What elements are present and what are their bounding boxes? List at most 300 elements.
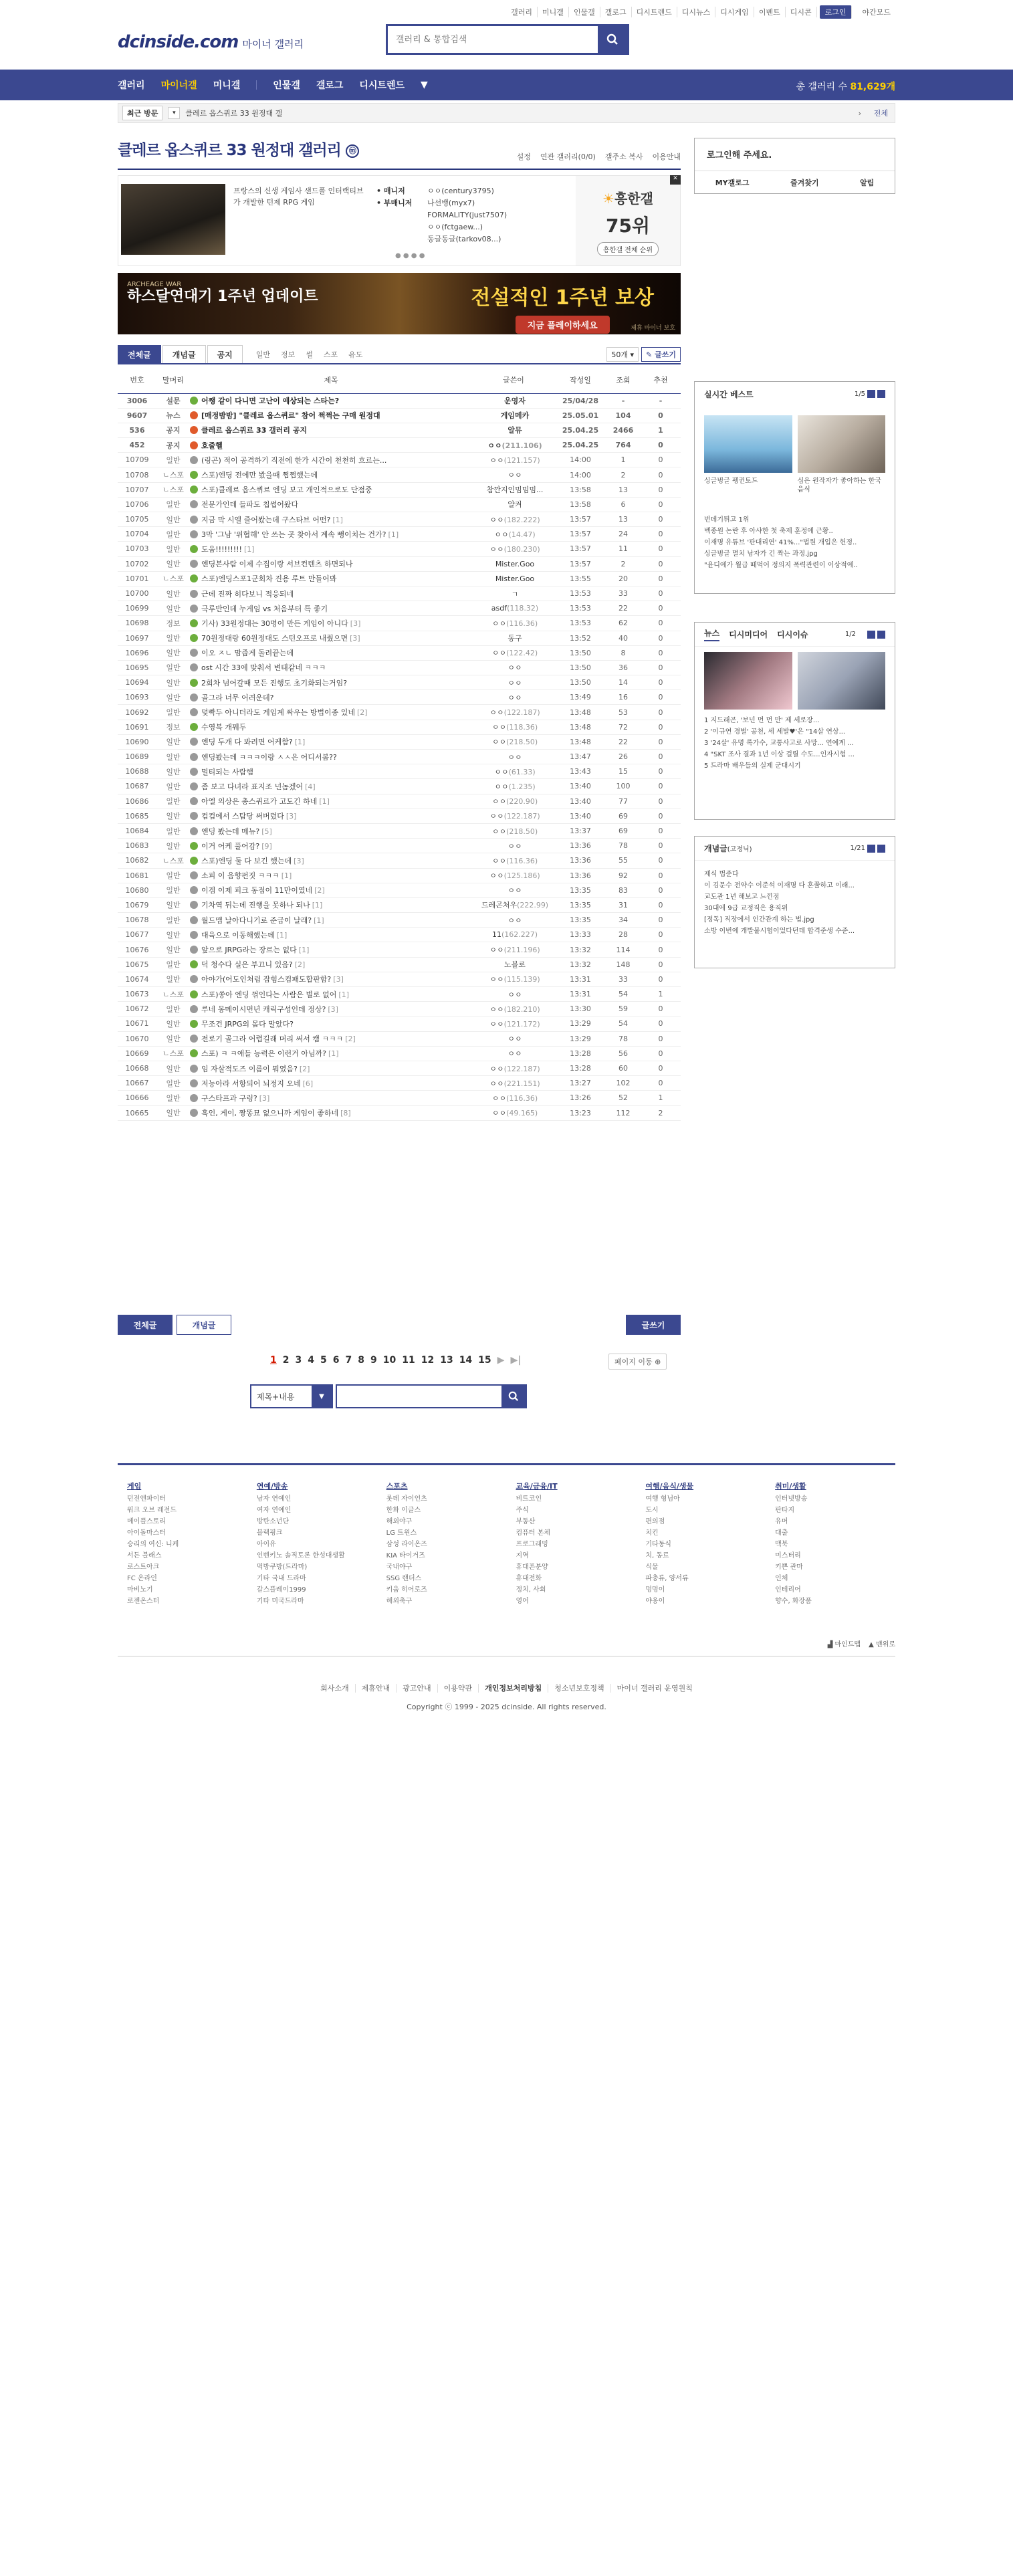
table-row[interactable] — [118, 809, 681, 823]
comment-count[interactable]: [8] — [340, 1109, 351, 1118]
post-title-cell[interactable] — [190, 408, 472, 423]
footer-column-title[interactable]: 교육/금융/IT — [516, 1482, 558, 1491]
footer-link[interactable]: 갈스플레이1999 — [256, 1586, 306, 1594]
table-row[interactable] — [118, 1091, 681, 1105]
write-button[interactable]: 글쓰기 — [626, 1315, 681, 1335]
last-page-icon[interactable]: ▶| — [510, 1355, 522, 1366]
footer-link[interactable]: 도시 — [645, 1507, 659, 1514]
post-writer[interactable] — [472, 705, 555, 720]
writer-name[interactable]: 게임메카 — [500, 411, 530, 421]
page-number[interactable]: 12 — [421, 1355, 435, 1366]
footer-link[interactable]: 키쁜 관마 — [775, 1564, 803, 1571]
table-row[interactable] — [118, 453, 681, 467]
footer-link[interactable]: 인터넷방송 — [775, 1495, 808, 1503]
footer-policy-link[interactable]: 광고안내 — [397, 1684, 438, 1693]
page-number[interactable]: 14 — [459, 1355, 473, 1366]
page-number[interactable]: 2 — [282, 1355, 290, 1366]
post-title[interactable]: 3막 '그남 '위협해' 안 쓰는 곳 찾아서 계속 뺑이치는 건가? — [201, 530, 386, 539]
footer-link[interactable]: 식물 — [645, 1564, 659, 1571]
post-title-cell[interactable] — [190, 1002, 472, 1016]
post-writer[interactable] — [472, 527, 555, 542]
table-row[interactable] — [118, 467, 681, 482]
post-title-cell[interactable] — [190, 497, 472, 512]
table-row[interactable] — [118, 1046, 681, 1061]
footer-link[interactable]: 멍멍이 — [645, 1586, 665, 1594]
footer-link[interactable]: 국내야구 — [386, 1564, 413, 1571]
writer-name[interactable]: ㅇㅇ — [489, 946, 504, 955]
footer-link[interactable]: 로스트아크 — [127, 1564, 160, 1571]
post-title-cell[interactable] — [190, 972, 472, 986]
realtime-item[interactable]: "윤디에가 월급 떼먹어 정의지 폭력관련이 이상적에.. — [704, 562, 858, 569]
post-title[interactable]: 앞으로 JRPG라는 장르는 없다 — [201, 946, 297, 955]
submanager-name[interactable]: 나선뱅(myx7) — [427, 199, 475, 207]
concept-item[interactable]: 소방 이번에 개발불시험이었다던데 합격준생 수준... — [704, 928, 855, 935]
mindmap-link[interactable]: ▟ 마인드맵 — [827, 1641, 861, 1648]
post-writer[interactable] — [472, 853, 555, 868]
post-writer[interactable] — [472, 660, 555, 675]
post-title-cell[interactable] — [190, 839, 472, 853]
comment-count[interactable]: [2] — [357, 708, 368, 718]
recent-visit-all[interactable]: 전체 — [873, 109, 888, 118]
post-writer[interactable] — [472, 1091, 555, 1105]
table-row[interactable] — [118, 631, 681, 645]
post-writer[interactable] — [472, 1076, 555, 1091]
post-title[interactable]: 엔딩봤는데 ㅋㅋㅋ이랑 ㅅㅅ은 어디서봄?? — [201, 752, 337, 762]
table-row[interactable] — [118, 645, 681, 660]
top-link[interactable]: 갤로그 — [600, 7, 632, 17]
concept-item[interactable]: 교도관 1년 해보고 느낀점 — [704, 893, 780, 901]
page-jump-button[interactable]: 페이지 이동 ⊕ — [608, 1354, 667, 1370]
footer-link[interactable]: 지역 — [516, 1552, 529, 1560]
post-title[interactable]: (링곤) 적이 공격하기 직전에 한가 시간이 천천히 흐르는... — [201, 455, 387, 465]
table-row[interactable] — [118, 853, 681, 868]
footer-link[interactable]: FC 온라인 — [127, 1575, 157, 1582]
post-title-cell[interactable] — [190, 734, 472, 749]
page-number[interactable]: 11 — [402, 1355, 415, 1366]
post-title[interactable]: 어쨍 같이 다니면 고난이 예상되는 스타는? — [201, 397, 340, 406]
page-number[interactable]: 1 — [270, 1355, 277, 1366]
nav-item[interactable]: 갤러리 — [118, 80, 145, 91]
post-title-cell[interactable] — [190, 512, 472, 527]
post-title-cell[interactable] — [190, 823, 472, 838]
post-writer[interactable] — [472, 750, 555, 764]
post-writer[interactable] — [472, 913, 555, 928]
post-writer[interactable] — [472, 839, 555, 853]
post-title[interactable]: 스포) ㅋ ㅋ애들 능력은 이런거 아님까? — [201, 1049, 327, 1059]
post-writer[interactable] — [472, 453, 555, 467]
footer-link[interactable]: 먹방쿠방(드라마) — [256, 1564, 308, 1571]
table-row[interactable] — [118, 1016, 681, 1031]
writer-name[interactable]: ㅇㅇ — [489, 1079, 504, 1088]
writer-name[interactable]: ㅇㅇ — [508, 471, 522, 480]
writer-name[interactable]: 참깐지인밈밈밈... — [486, 486, 544, 495]
post-title[interactable]: 클레르 옵스퀴르 33 갤러리 공지 — [201, 426, 308, 435]
table-row[interactable] — [118, 393, 681, 408]
writer-name[interactable]: ㅇㅇ — [491, 619, 507, 628]
post-title[interactable]: 월드맵 날아다니기로 준급이 날래? — [201, 916, 312, 925]
comment-count[interactable]: [3] — [328, 1004, 338, 1014]
post-title-cell[interactable] — [190, 764, 472, 779]
post-title[interactable]: 대육으로 이동해했는데 — [201, 930, 275, 940]
post-writer[interactable] — [472, 720, 555, 734]
news-pager[interactable] — [845, 631, 885, 639]
bottom-concept-button[interactable]: 개념글 — [177, 1315, 231, 1335]
comment-count[interactable]: [5] — [261, 827, 272, 836]
table-row[interactable] — [118, 942, 681, 957]
post-title-cell[interactable] — [190, 616, 472, 631]
writer-name[interactable]: 운영자 — [504, 397, 526, 406]
writer-name[interactable]: ㅇㅇ — [489, 544, 504, 554]
table-row[interactable] — [118, 408, 681, 423]
post-title[interactable]: 구스타프과 구렁? — [201, 1093, 257, 1103]
table-row[interactable] — [118, 720, 681, 734]
page-number[interactable]: 9 — [370, 1355, 377, 1366]
footer-link[interactable]: 치, 동료 — [645, 1552, 669, 1560]
footer-link[interactable]: KIA 타이거즈 — [386, 1552, 425, 1560]
post-writer[interactable] — [472, 1046, 555, 1061]
post-writer[interactable] — [472, 987, 555, 1002]
post-title[interactable]: 엔딩 봤는데 메뉴? — [201, 827, 260, 836]
post-title-cell[interactable] — [190, 913, 472, 928]
table-row[interactable] — [118, 839, 681, 853]
post-title-cell[interactable] — [190, 853, 472, 868]
post-title-cell[interactable] — [190, 794, 472, 809]
top-link[interactable]: 이벤트 — [754, 7, 786, 17]
post-writer[interactable] — [472, 601, 555, 616]
post-writer[interactable] — [472, 928, 555, 942]
writer-name[interactable]: ㅇㅇ — [491, 723, 507, 732]
post-writer[interactable] — [472, 542, 555, 556]
news-item[interactable]: 1 지드래곤, '보넌 먼 먼 만' 제 세로장... — [704, 717, 820, 724]
footer-link[interactable]: 파충류, 양서류 — [645, 1575, 689, 1582]
writer-name[interactable]: ㅇㅇ — [489, 455, 504, 465]
footer-link[interactable]: 롯데 자이언츠 — [386, 1495, 427, 1503]
concept-pager[interactable]: 1/21 — [851, 845, 885, 853]
gallery-title[interactable]: 클레르 옵스퀴르 33 원정대 갤러리 ⓜ — [118, 138, 359, 160]
writer-name[interactable]: 알켜 — [508, 500, 522, 510]
footer-link[interactable]: 방탄소년단 — [256, 1518, 290, 1525]
post-title[interactable]: ost 시간 33에 맞춰서 변태같네 ㅋㅋㅋ — [201, 663, 326, 673]
news-item[interactable]: 2 '이규연 경벌' 공천, 세 세발♥'은 "14살 연상... — [704, 728, 846, 736]
footer-policy-link[interactable]: 회사소개 — [314, 1684, 356, 1693]
footer-column-title[interactable]: 취미/생활 — [775, 1482, 806, 1491]
comment-count[interactable]: [1] — [298, 946, 310, 955]
writer-name[interactable]: ㅇㅇ — [508, 886, 522, 895]
post-writer[interactable] — [472, 423, 555, 437]
top-link[interactable]: 디시게임 — [715, 7, 754, 17]
post-title-cell[interactable] — [190, 1046, 472, 1061]
post-title[interactable]: 이오 ㅈㄴ 맘줍게 돌려끝는데 — [201, 649, 294, 658]
footer-link[interactable]: 프로그래밍 — [516, 1541, 548, 1548]
banner-cta-button[interactable]: 지금 플레이하세요 — [516, 316, 610, 334]
post-writer[interactable] — [472, 809, 555, 823]
post-title-cell[interactable] — [190, 453, 472, 467]
post-writer[interactable] — [472, 497, 555, 512]
table-row[interactable] — [118, 928, 681, 942]
post-title-cell[interactable] — [190, 542, 472, 556]
footer-policy-link[interactable]: 이용약관 — [438, 1684, 479, 1693]
post-title[interactable]: 수영복 개꿰두 — [201, 723, 247, 732]
post-writer[interactable] — [472, 972, 555, 986]
post-title-cell[interactable] — [190, 1105, 472, 1120]
comment-count[interactable]: [2] — [294, 960, 306, 970]
footer-link[interactable]: 키움 히어로즈 — [386, 1586, 427, 1594]
post-writer[interactable] — [472, 883, 555, 897]
post-writer[interactable] — [472, 690, 555, 705]
table-row[interactable] — [118, 660, 681, 675]
table-row[interactable] — [118, 972, 681, 986]
post-title[interactable]: 엔딩본사람 이제 수집이랑 서브컨텐츠 하면되나 — [201, 560, 353, 569]
comment-count[interactable]: [6] — [302, 1079, 314, 1088]
writer-name[interactable]: ㅇㅇ — [489, 515, 504, 524]
concept-item[interactable]: 30대에 9급 교정직은 용직위 — [704, 905, 788, 912]
subject-tab[interactable]: 유도 — [348, 350, 363, 359]
page-number[interactable]: 4 — [308, 1355, 314, 1366]
writer-name[interactable]: ㅇㅇ — [491, 797, 507, 807]
footer-policy-link[interactable]: 개인정보처리방침 — [479, 1684, 548, 1693]
comment-count[interactable]: [3] — [333, 975, 344, 984]
gallery-option[interactable]: 갤주소 복사 — [604, 152, 643, 161]
post-title-cell[interactable] — [190, 1061, 472, 1075]
post-writer[interactable] — [472, 779, 555, 794]
post-writer[interactable] — [472, 631, 555, 645]
post-title[interactable]: 70원정대랑 60원정대도 스턴오프로 내줬으면 — [201, 634, 348, 643]
list-count-select[interactable]: 50개 ▾ — [606, 347, 639, 362]
table-row[interactable] — [118, 868, 681, 883]
writer-name[interactable]: ㅇㅇ — [491, 856, 507, 865]
page-number[interactable]: 8 — [358, 1355, 364, 1366]
footer-link[interactable]: 아이유 — [256, 1541, 276, 1548]
footer-link[interactable]: 미스터리 — [775, 1552, 801, 1560]
search-icon[interactable] — [501, 1386, 526, 1407]
table-row[interactable] — [118, 794, 681, 809]
concept-item[interactable]: [정독] 직장에서 인간관계 하는 법.jpg — [704, 916, 814, 924]
writer-name[interactable]: ㅇㅇ — [489, 812, 504, 821]
realtime-thumb[interactable]: 심은 원작자가 좋아하는 한국음식 — [798, 415, 886, 494]
post-title-cell[interactable] — [190, 601, 472, 616]
comment-count[interactable]: [1] — [276, 930, 288, 940]
table-row[interactable] — [118, 423, 681, 437]
rank-link-button[interactable]: 흥한갤 전체 순위 — [597, 242, 659, 256]
post-title-cell[interactable] — [190, 527, 472, 542]
gallery-option[interactable]: 설정 — [516, 152, 531, 161]
post-title[interactable]: 2회차 넘어갈때 모든 진행도 초기화되는거임? — [201, 678, 348, 687]
table-row[interactable] — [118, 1076, 681, 1091]
post-title[interactable]: 스포)엔딩스포1군회차 진용 루트 만들어봐 — [201, 574, 337, 584]
footer-column-title[interactable]: 연예/방송 — [256, 1482, 288, 1491]
footer-link[interactable]: 휴대폰분양 — [516, 1564, 548, 1571]
footer-policy-link[interactable]: 청소년보호정책 — [548, 1684, 610, 1693]
comment-count[interactable]: [1] — [332, 515, 343, 524]
writer-name[interactable]: 알뮤 — [508, 426, 522, 435]
post-title-cell[interactable] — [190, 928, 472, 942]
writer-name[interactable]: ㅇㅇ — [508, 693, 522, 702]
footer-link[interactable]: 서든 블래스 — [127, 1552, 162, 1560]
table-row[interactable] — [118, 1105, 681, 1120]
post-writer[interactable] — [472, 675, 555, 690]
top-link[interactable]: ▲ 맨위로 — [869, 1641, 895, 1648]
comment-count[interactable]: [2] — [345, 1035, 356, 1044]
footer-link[interactable]: 로젠온스터 — [127, 1598, 160, 1605]
comment-count[interactable]: [3] — [259, 1093, 270, 1103]
table-row[interactable] — [118, 705, 681, 720]
comment-count[interactable]: [3] — [350, 619, 361, 628]
search-icon[interactable] — [598, 26, 627, 53]
next-page-icon[interactable]: ▶ — [497, 1355, 505, 1366]
search-mode-select[interactable]: 제목+내용 ▼ — [250, 1384, 333, 1408]
writer-name[interactable]: 드레곤처우 — [481, 901, 518, 910]
table-row[interactable] — [118, 675, 681, 690]
post-title[interactable]: 기사) 33원정대는 30명이 만든 게임이 아니다 — [201, 619, 348, 628]
post-title[interactable]: 스포)엔딩 전에만 봤을때 쩝쩝했는데 — [201, 471, 318, 480]
footer-link[interactable]: 해외야구 — [386, 1518, 413, 1525]
comment-count[interactable]: [1] — [314, 916, 324, 925]
comment-count[interactable]: [2] — [299, 1064, 310, 1073]
post-title[interactable]: 스포)엔딩 둘 다 보긴 했는데 — [201, 856, 292, 865]
login-box-button[interactable]: 즐겨찾기 — [790, 178, 819, 187]
post-title-cell[interactable] — [190, 467, 472, 482]
concept-item[interactable]: 이 김문수 전약수 이준석 이재명 다 혼쭐하고 이래... — [704, 882, 855, 889]
footer-link[interactable]: 비트코인 — [516, 1495, 542, 1503]
post-writer[interactable] — [472, 942, 555, 957]
footer-column-title[interactable]: 게임 — [127, 1482, 142, 1491]
post-title[interactable]: 골그라 너무 어려운데? — [201, 693, 274, 702]
comment-count[interactable]: [3] — [294, 856, 304, 865]
footer-link[interactable]: 주식 — [516, 1507, 529, 1514]
table-row[interactable] — [118, 1031, 681, 1046]
comment-count[interactable]: [2] — [314, 886, 325, 895]
comment-count[interactable]: [1] — [328, 1049, 339, 1059]
news-tab[interactable]: 디시이슈 — [777, 630, 808, 639]
top-link[interactable]: 디시뉴스 — [677, 7, 716, 17]
footer-link[interactable]: 기타동식 — [645, 1541, 671, 1548]
post-title[interactable]: [매정밤밤] "클레르 옵스퀴르" 참어 쩍쩍는 구매 원정대 — [201, 411, 380, 421]
post-title[interactable]: 스포)쏭아 엔딩 꺾인다는 사람은 별로 없어 — [201, 990, 337, 999]
writer-name[interactable]: ㅇㅇ — [489, 871, 504, 881]
footer-link[interactable]: 해외축구 — [386, 1598, 413, 1605]
post-title[interactable]: 저능아라 서항되어 뇌정지 오네 — [201, 1079, 301, 1088]
post-writer[interactable] — [472, 764, 555, 779]
footer-link[interactable]: 부동산 — [516, 1518, 536, 1525]
comment-count[interactable]: [1] — [338, 990, 350, 999]
post-title[interactable]: 흑인, 게이, 짱똥묘 없으니까 게임이 좋하네 — [201, 1109, 339, 1118]
table-row[interactable] — [118, 571, 681, 586]
post-title-cell[interactable] — [190, 705, 472, 720]
writer-name[interactable]: ㅇㅇ — [508, 678, 522, 687]
page-number[interactable]: 15 — [478, 1355, 491, 1366]
submanager-name[interactable]: 동글동글(tarkov08...) — [427, 235, 501, 243]
post-title-cell[interactable] — [190, 1091, 472, 1105]
table-row[interactable] — [118, 1061, 681, 1075]
post-title[interactable]: 임 자살적도즈 이름이 뭐였음? — [201, 1064, 298, 1073]
post-title[interactable]: 근데 진짜 히다보니 적응되네 — [201, 589, 294, 599]
footer-link[interactable]: 인벤키노 솔직토론 한성대생활 — [256, 1552, 345, 1560]
comment-count[interactable]: [3] — [286, 812, 297, 821]
subject-tab[interactable]: 썰 — [306, 350, 313, 359]
nav-item[interactable]: 미니갤 — [213, 80, 241, 91]
post-writer[interactable] — [472, 571, 555, 586]
submanager-name[interactable]: ㅇㅇ(fctgaew...) — [427, 223, 483, 231]
post-title[interactable]: 스포)클레르 옵스퀴르 엔딩 보고 개인적으로도 단점중 — [201, 486, 372, 495]
concept-item[interactable]: 제식 법준다 — [704, 871, 739, 878]
post-title-cell[interactable] — [190, 1016, 472, 1031]
page-number[interactable]: 5 — [320, 1355, 327, 1366]
realtime-item[interactable]: 싱글벙글 멸치 남자가 긴 짝는 과정.jpg — [704, 550, 818, 558]
footer-link[interactable]: 메이플스토리 — [127, 1518, 166, 1525]
post-title[interactable]: 컴컴에서 스탐당 써버렸다 — [201, 812, 284, 821]
writer-name[interactable]: ㅇㅇ — [494, 782, 509, 791]
top-search-input[interactable] — [388, 26, 598, 53]
post-title-cell[interactable] — [190, 809, 472, 823]
footer-link[interactable]: 던전앤파이터 — [127, 1495, 166, 1503]
bottom-all-button[interactable]: 전체글 — [118, 1315, 173, 1335]
footer-link[interactable]: 마비노기 — [127, 1586, 153, 1594]
post-writer[interactable] — [472, 586, 555, 601]
post-title[interactable]: 기차역 뒤는데 진행을 못하나 되나 — [201, 901, 310, 910]
page-number[interactable]: 7 — [345, 1355, 352, 1366]
post-title-cell[interactable] — [190, 897, 472, 912]
writer-name[interactable]: ㄱ — [511, 589, 519, 599]
table-row[interactable] — [118, 883, 681, 897]
writer-name[interactable]: ㅇㅇ — [508, 663, 522, 673]
pager-dots[interactable]: ● ● ● ● — [395, 252, 425, 259]
comment-count[interactable]: [1] — [281, 871, 292, 881]
writer-name[interactable]: ㅇㅇ — [491, 1109, 507, 1118]
post-writer[interactable] — [472, 897, 555, 912]
table-row[interactable] — [118, 527, 681, 542]
comment-count[interactable]: [1] — [294, 738, 306, 747]
post-title-cell[interactable] — [190, 586, 472, 601]
post-title[interactable]: 좀 보고 다녀라 표지조 넌놈겠어 — [201, 782, 304, 791]
table-row[interactable] — [118, 779, 681, 794]
writer-name[interactable]: ㅇㅇ — [508, 990, 522, 999]
post-title-cell[interactable] — [190, 423, 472, 437]
post-writer[interactable] — [472, 408, 555, 423]
footer-link[interactable]: 야옹이 — [645, 1598, 665, 1605]
footer-link[interactable]: 기타 미국드라마 — [256, 1598, 304, 1605]
manager-name[interactable]: ㅇㅇ(century3795) — [427, 187, 494, 195]
post-title-cell[interactable] — [190, 645, 472, 660]
recent-visit-chip[interactable]: 클레르 옵스퀴르 33 원정대 갤 — [185, 109, 283, 118]
post-title[interactable]: 호줄헬 — [201, 441, 223, 450]
post-title-cell[interactable] — [190, 1076, 472, 1091]
post-writer[interactable] — [472, 1105, 555, 1120]
writer-name[interactable]: ㅇㅇ — [489, 975, 504, 984]
post-title-cell[interactable] — [190, 883, 472, 897]
news-item[interactable]: 3 '24살' 유명 록가수, 교통사고로 사망... 연예계 ... — [704, 740, 854, 747]
page-number[interactable]: 13 — [440, 1355, 453, 1366]
post-writer[interactable] — [472, 438, 555, 453]
post-writer[interactable] — [472, 467, 555, 482]
board-search-input[interactable] — [337, 1386, 501, 1407]
footer-link[interactable]: 삼성 라이온즈 — [386, 1541, 427, 1548]
table-row[interactable] — [118, 957, 681, 972]
chevron-right-icon[interactable]: › — [858, 108, 861, 118]
realtime-pager[interactable]: 1/5 — [855, 390, 885, 398]
close-icon[interactable]: ✕ — [670, 175, 681, 185]
post-title-cell[interactable] — [190, 942, 472, 957]
post-title[interactable]: 극루반인데 누게임 vs 처음부터 특 좋기 — [201, 604, 328, 613]
post-writer[interactable] — [472, 556, 555, 571]
footer-link[interactable]: 블랙핑크 — [256, 1529, 283, 1537]
writer-name[interactable]: ㅇㅇ — [489, 708, 504, 718]
realtime-item[interactable]: 이재명 유튜브 '판대리연' 41%..."법원 개입은 헌정.. — [704, 539, 857, 546]
post-title-cell[interactable] — [190, 750, 472, 764]
comment-count[interactable]: [9] — [261, 841, 272, 851]
subject-tab[interactable]: 정보 — [281, 350, 296, 359]
write-button-top[interactable]: ✎ 글쓰기 — [641, 347, 681, 362]
table-row[interactable] — [118, 482, 681, 497]
